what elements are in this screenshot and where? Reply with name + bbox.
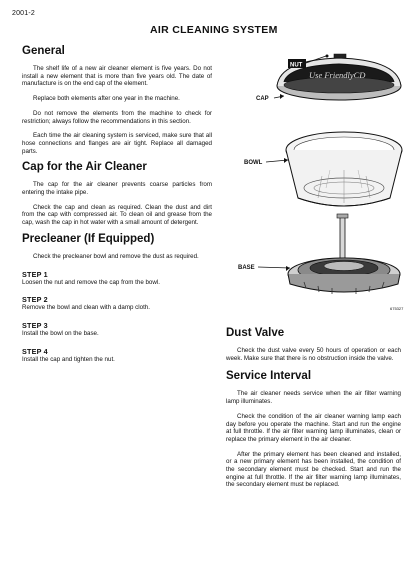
page-title: AIR CLEANING SYSTEM <box>150 24 278 36</box>
base-illustration <box>288 214 400 294</box>
service-interval-paragraph-1: The air cleaner needs service when the air filter warning lamp illuminates. <box>226 390 401 406</box>
step-3-label: STEP 3 <box>22 320 48 330</box>
cap-paragraph-2: Check the cap and clean as required. Clean the dust and dirt from the cap with compressed air. To clean oil and grease from the cap, wash the cap in hot water with a small amount of detergent. <box>22 203 212 227</box>
bowl-callout: BOWL <box>244 160 263 166</box>
step-4-label: STEP 4 <box>22 346 48 356</box>
general-paragraph-2: Replace both elements after one year in the machine. <box>33 95 180 103</box>
step-2-label: STEP 2 <box>22 295 48 305</box>
air-cleaner-exploded-figure <box>214 38 414 318</box>
cap-heading: Cap for the Air Cleaner <box>22 161 147 174</box>
right-column <box>226 326 401 489</box>
general-paragraph-1: The shelf life of a new air cleaner element is five years. Do not install a new element that is more than five years old. The date of manufacture is on the end cap of the element. <box>22 65 212 88</box>
page-number: 2001-2 <box>12 10 35 17</box>
precleaner-heading: Precleaner (If Equipped) <box>22 232 155 245</box>
dust-valve-paragraph-1: Check the dust valve every 50 hours of operation or each week. Make sure that there is no obstruction inside the valve. <box>226 347 401 362</box>
service-interval-paragraph-3: After the primary element has been cleaned and installed, or a new primary element has been installed, the condition of the secondary element must be checked. Start and run the engine at full throttle. If the air filter warning lamp illuminates, the secondary element must be replaced. <box>226 450 401 489</box>
cap-paragraph-1: The cap for the air cleaner prevents coarse particles from entering the intake pipe. <box>22 181 212 197</box>
general-paragraph-4: Each time the air cleaning system is serviced, make sure that all hose connections and flanges are air tight. Replace all damaged parts. <box>22 132 212 155</box>
cap-watermark: Use FriendlyCD <box>309 70 366 80</box>
base-callout: BASE <box>238 265 255 271</box>
dust-valve-heading: Dust Valve <box>226 327 285 339</box>
step-4-text: Install the cap and tighten the nut. <box>22 355 115 363</box>
figure-number: 675327 <box>390 306 404 311</box>
general-paragraph-3: Do not remove the elements from the machine to check for restriction; always follow the recommendations in this section. <box>22 109 212 125</box>
nut-label: NUT <box>290 62 303 69</box>
service-interval-heading: Service Interval <box>226 370 312 383</box>
cap-callout: CAP <box>256 96 269 102</box>
step-1-label: STEP 1 <box>22 269 48 279</box>
step-1-text: Loosen the nut and remove the cap from the bowl. <box>22 278 160 286</box>
step-3-text: Install the bowl on the base. <box>22 329 99 337</box>
general-heading: General <box>22 45 65 57</box>
left-column <box>22 44 212 363</box>
bowl-illustration <box>286 132 402 206</box>
service-interval-paragraph-2: Check the condition of the air cleaner warning lamp each day before you operate the machine. Start and run the engine at full throttle. If the air filter warning lamp illuminates, clean or replace the primary element in the air cleaner. <box>226 412 401 443</box>
cap-illustration <box>277 54 401 100</box>
step-2-text: Remove the bowl and clean with a damp cloth. <box>22 304 150 312</box>
precleaner-intro: Check the precleaner bowl and remove the dust as required. <box>33 252 199 260</box>
air-cleaner-illustration <box>214 38 414 318</box>
